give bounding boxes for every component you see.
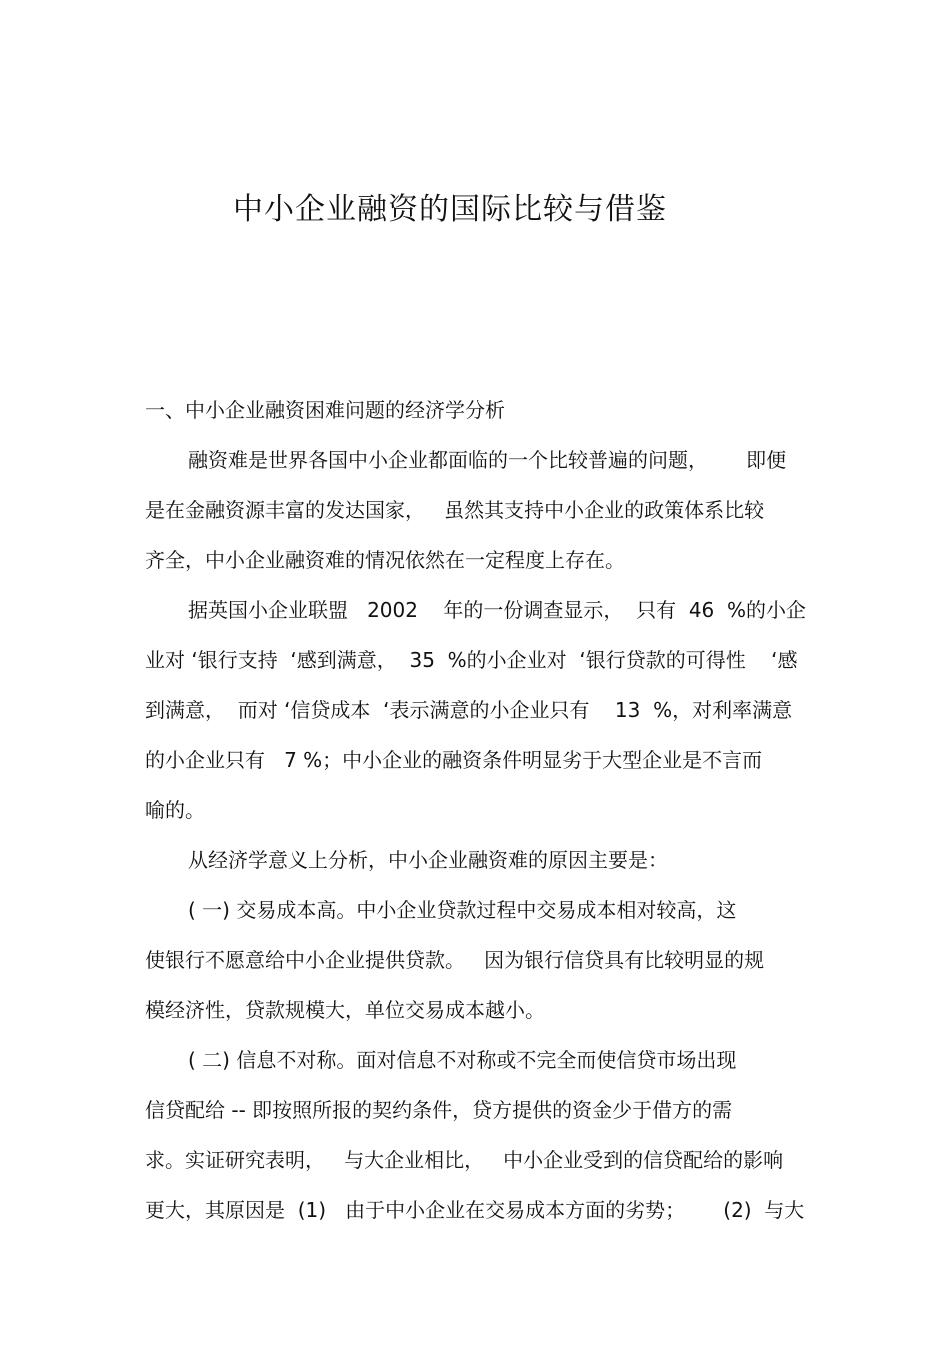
paragraph-line: ( 二) 信息不对称。面对信息不对称或不完全而使信贷市场出现 <box>188 1048 737 1072</box>
section-heading: 一、中小企业融资困难问题的经济学分析 <box>145 398 505 422</box>
paragraph-line: 从经济学意义上分析，中小企业融资难的原因主要是： <box>188 848 668 872</box>
paragraph-line: 信贷配给 -- 即按照所报的契约条件，贷方提供的资金少于借方的需 <box>145 1098 733 1122</box>
document-title: 中小企业融资的国际比较与借鉴 <box>233 192 667 227</box>
paragraph-line: 齐全，中小企业融资难的情况依然在一定程度上存在。 <box>145 548 625 572</box>
paragraph-line: 使银行不愿意给中小企业提供贷款。 因为银行信贷具有比较明显的规 <box>145 948 765 972</box>
paragraph-line: 业对 ‘银行支持 ‘感到满意， 35 %的小企业对 ‘银行贷款的可得性 ‘感 <box>145 648 798 672</box>
paragraph-line: 据英国小企业联盟 2002 年的一份调查显示， 只有 46 %的小企 <box>188 598 806 622</box>
paragraph-line: 融资难是世界各国中小企业都面临的一个比较普遍的问题， 即便 <box>188 448 787 472</box>
paragraph-line: 到满意， 而对 ‘信贷成本 ‘表示满意的小企业只有 13 %，对利率满意 <box>145 698 793 722</box>
paragraph-line: 更大，其原因是 (1) 由于中小企业在交易成本方面的劣势； (2) 与大 <box>145 1198 805 1222</box>
paragraph-line: 喻的。 <box>145 798 205 822</box>
paragraph-line: ( 一) 交易成本高。中小企业贷款过程中交易成本相对较高，这 <box>188 898 737 922</box>
paragraph-line: 求。实证研究表明， 与大企业相比， 中小企业受到的信贷配给的影响 <box>145 1148 784 1172</box>
paragraph-line: 的小企业只有 7 %；中小企业的融资条件明显劣于大型企业是不言而 <box>145 748 763 772</box>
paragraph-line: 模经济性，贷款规模大，单位交易成本越小。 <box>145 998 545 1022</box>
paragraph-line: 是在金融资源丰富的发达国家， 虽然其支持中小企业的政策体系比较 <box>145 498 765 522</box>
